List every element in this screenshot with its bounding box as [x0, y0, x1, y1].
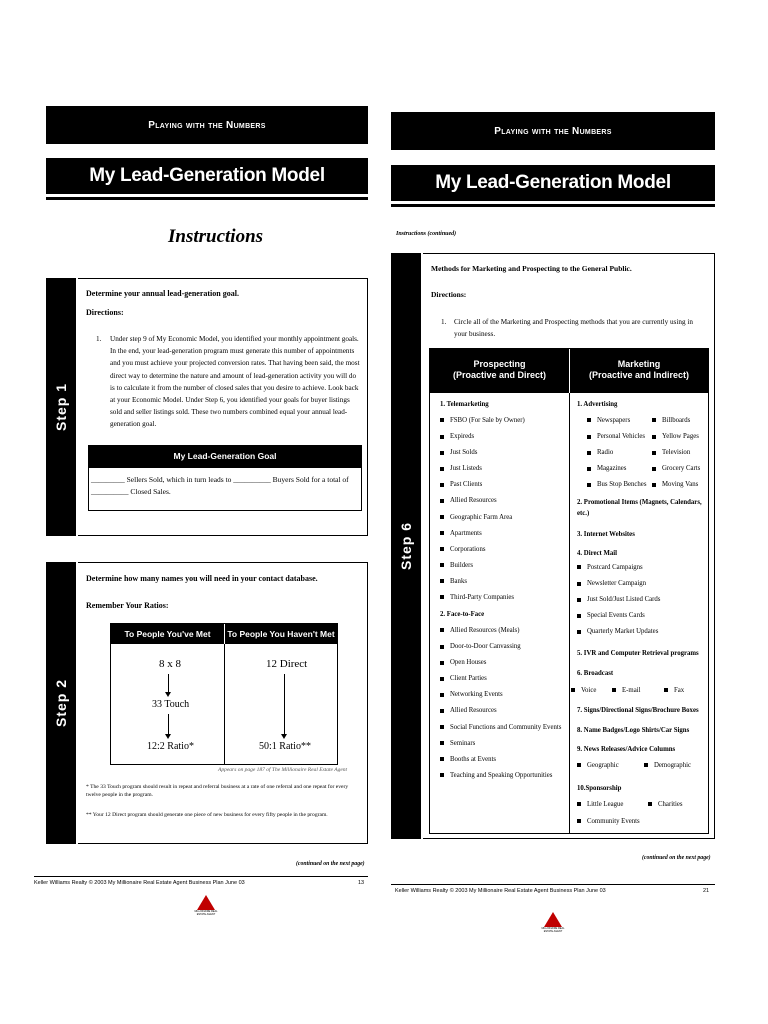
- direct-mail-item-text: Special Events Cards: [587, 612, 645, 620]
- left-logo: [194, 895, 221, 916]
- right-logo-triangle-icon: [544, 912, 562, 927]
- face-to-face-heading-text: 2. Face-to-Face: [440, 611, 485, 618]
- direct-mail-item-text: Quarterly Market Updates: [587, 628, 659, 636]
- step2-note1: * The 33 Touch program should result in repeat and referral business at a rate of one referral and one repeat for every twelve people in the program.: [86, 784, 349, 798]
- step2-heading: Determine how many names you will need in your contact database.: [86, 574, 318, 583]
- internet-heading: [577, 531, 635, 538]
- advertising-item: [587, 477, 646, 493]
- face-to-face-item: [440, 720, 561, 736]
- bullet-square-icon: [440, 531, 444, 535]
- community-events-text: Community Events: [587, 818, 640, 825]
- left-logo-caption: MILLIONAIRE REAL ESTATE AGENT: [194, 910, 218, 916]
- promo-heading-text: 2. Promotional Items (Magnets, Calendars, etc.): [577, 499, 702, 517]
- direct-mail-item-text: Postcard Campaigns: [587, 564, 643, 571]
- right-footer-rule: [391, 884, 715, 885]
- telemarketing-item: [440, 493, 525, 509]
- face-to-face-item: [440, 703, 561, 719]
- bullet-square-icon: [440, 547, 444, 551]
- left-instructions-heading: Instructions: [168, 226, 264, 247]
- col1-top: 8 x 8: [159, 658, 181, 670]
- signs-heading: [577, 707, 699, 714]
- prospecting-header-line1: Prospecting: [473, 359, 526, 369]
- news-geographic-text: Geographic: [587, 762, 619, 769]
- telemarketing-item-text: Third-Party Companies: [450, 594, 514, 602]
- telemarketing-item-text: Just Solds: [450, 449, 478, 457]
- bullet-square-icon: [664, 688, 668, 692]
- left-continued: (continued on the next page): [296, 861, 365, 867]
- badges-heading: [577, 727, 689, 734]
- step6-sidebar: [391, 253, 421, 839]
- right-header-small-text: Playing with the Numbers: [494, 125, 612, 137]
- spon-little-league-text: Little League: [587, 801, 624, 808]
- right-continued: (continued on the next page): [642, 855, 711, 861]
- step2-note2: ** Your 12 Direct program should generate one piece of new business for every fifty people in the program.: [86, 812, 328, 818]
- bullet-square-icon: [440, 451, 444, 455]
- face-to-face-list: [440, 623, 561, 784]
- face-to-face-item-text: Booths at Events: [450, 755, 497, 763]
- advertising-item: [652, 461, 700, 477]
- face-to-face-item: [440, 687, 561, 703]
- bullet-square-icon: [440, 661, 444, 665]
- step6-panel: [423, 253, 715, 839]
- advertising-heading: [577, 401, 617, 408]
- direct-mail-heading-text: 4. Direct Mail: [577, 550, 618, 557]
- step6-label: Step 6: [398, 521, 415, 571]
- sponsorship-heading-text: 10.Sponsorship: [577, 785, 622, 792]
- bullet-square-icon: [587, 467, 591, 471]
- telemarketing-item-text: Apartments: [450, 529, 482, 537]
- left-logo-triangle-icon: [197, 895, 215, 910]
- left-page-number: 13: [358, 880, 365, 886]
- telemarketing-item: [440, 542, 525, 558]
- bullet-square-icon: [577, 763, 581, 767]
- badges-heading-text: 8. Name Badges/Logo Shirts/Car Signs: [577, 727, 690, 734]
- step1-item-number: 1.: [96, 335, 102, 343]
- advertising-list-left: [587, 413, 646, 493]
- advertising-item-text: Newspapers: [597, 417, 631, 424]
- goal-line2: __________ Closed Sales.: [91, 487, 171, 496]
- right-header-title: [391, 165, 715, 204]
- direct-mail-item: [577, 560, 660, 576]
- telemarketing-item-text: Builders: [450, 561, 474, 569]
- bullet-square-icon: [577, 614, 581, 618]
- step2-label: Step 2: [53, 678, 70, 728]
- bullet-square-icon: [440, 709, 444, 713]
- advertising-item-text: Billboards: [662, 417, 691, 424]
- telemarketing-heading-text: 1. Telemarketing: [440, 401, 489, 408]
- bullet-square-icon: [652, 451, 656, 455]
- bullet-square-icon: [440, 435, 444, 439]
- step1-heading: Determine your annual lead-generation goal.: [86, 289, 239, 298]
- telemarketing-item-text: Geographic Farm Area: [450, 513, 513, 521]
- bullet-square-icon: [587, 483, 591, 487]
- bullet-square-icon: [440, 467, 444, 471]
- left-header-title: [46, 158, 368, 197]
- marketing-header-line1: Marketing: [617, 359, 661, 369]
- face-to-face-item: [440, 752, 561, 768]
- ratios-table: [110, 623, 338, 765]
- face-to-face-item-text: Teaching and Speaking Opportunities: [450, 771, 553, 779]
- right-footer-text: Keller Williams Realty © 2003 My Millionaire Real Estate Agent Business Plan June 03: [395, 888, 606, 894]
- internet-heading-text: 3. Internet Websites: [577, 531, 635, 538]
- advertising-item-text: Grocery Carts: [662, 465, 701, 473]
- community-events: [577, 818, 640, 825]
- news-geographic: [577, 762, 619, 769]
- telemarketing-item: [440, 429, 525, 445]
- col2-bottom: 50:1 Ratio**: [259, 741, 311, 752]
- ratios-col2-header-text: To People You Haven't Met: [227, 629, 335, 639]
- sponsorship-heading: [577, 785, 621, 792]
- telemarketing-item: [440, 461, 525, 477]
- step2-panel: [78, 562, 368, 844]
- direct-mail-heading: [577, 550, 617, 557]
- telemarketing-item-text: FSBO (For Sale by Owner): [450, 417, 525, 424]
- telemarketing-item-text: Past Clients: [450, 481, 483, 489]
- step6-item-number: 1.: [441, 318, 447, 326]
- bullet-square-icon: [652, 435, 656, 439]
- bullet-square-icon: [440, 515, 444, 519]
- bullet-square-icon: [440, 693, 444, 697]
- advertising-item: [587, 445, 646, 461]
- right-logo-caption: MILLIONAIRE REAL ESTATE AGENT: [541, 927, 565, 933]
- left-footer-rule: [34, 876, 368, 877]
- telemarketing-item: [440, 510, 525, 526]
- appears-note: Appears on page 187 of The Millionaire Real Estate Agent: [218, 767, 348, 773]
- advertising-item: [652, 413, 700, 429]
- prospecting-header: [430, 349, 569, 393]
- bullet-square-icon: [577, 582, 581, 586]
- telemarketing-item: [440, 413, 525, 429]
- right-header-small: [391, 112, 715, 150]
- face-to-face-item: [440, 736, 561, 752]
- left-header-small-text: Playing with the Numbers: [148, 119, 266, 131]
- broadcast-voice-text: Voice: [581, 687, 597, 694]
- spon-charities: [648, 801, 683, 808]
- step6-heading: Methods for Marketing and Prospecting to the General Public.: [431, 264, 632, 273]
- ratios-col1-header-text: To People You've Met: [124, 629, 211, 639]
- advertising-item: [587, 429, 646, 445]
- telemarketing-item: [440, 558, 525, 574]
- prospecting-header-line2: (Proactive and Direct): [452, 370, 547, 380]
- col2-top: 12 Direct: [266, 658, 308, 670]
- broadcast-heading-text: 6. Broadcast: [577, 670, 614, 677]
- bullet-square-icon: [587, 451, 591, 455]
- bullet-square-icon: [577, 565, 581, 569]
- marketing-header: [570, 349, 708, 393]
- col1-arrow2-line: [168, 714, 169, 734]
- advertising-item-text: Radio: [597, 449, 614, 457]
- bullet-square-icon: [440, 773, 444, 777]
- bullet-square-icon: [652, 467, 656, 471]
- face-to-face-item-text: Social Functions and Community Events: [450, 723, 562, 731]
- face-to-face-heading: [440, 611, 484, 618]
- face-to-face-item: [440, 623, 561, 639]
- bullet-square-icon: [577, 819, 581, 823]
- advertising-item-text: Moving Vans: [662, 481, 699, 489]
- bullet-square-icon: [440, 483, 444, 487]
- ratios-col1-header: [111, 624, 224, 644]
- broadcast-email-text: E-mail: [622, 687, 641, 694]
- bullet-square-icon: [440, 628, 444, 632]
- spon-little-league: [577, 801, 623, 808]
- broadcast-heading: [577, 670, 613, 677]
- news-demographic-text: Demographic: [654, 762, 691, 769]
- bullet-square-icon: [577, 802, 581, 806]
- telemarketing-item-text: Banks: [450, 577, 467, 585]
- step2-remember: Remember Your Ratios:: [86, 601, 169, 610]
- col1-arrow1-line: [168, 674, 169, 692]
- telemarketing-heading: [440, 401, 489, 408]
- advertising-item: [652, 445, 700, 461]
- advertising-item-text: Bus Stop Benches: [597, 481, 647, 489]
- step6-directions: Directions:: [431, 290, 467, 299]
- face-to-face-item-text: Client Parties: [450, 675, 487, 683]
- bullet-square-icon: [440, 418, 444, 422]
- right-title-text: My Lead-Generation Model: [435, 172, 671, 193]
- advertising-item-text: Yellow Pages: [662, 433, 699, 441]
- left-header-small: [46, 106, 368, 144]
- ratios-divider: [224, 644, 225, 764]
- face-to-face-item-text: Networking Events: [450, 691, 503, 699]
- direct-mail-item: [577, 576, 660, 592]
- advertising-item: [652, 477, 700, 493]
- direct-mail-item-text: Newsletter Campaign: [587, 580, 647, 588]
- col1-arrow1-head: [165, 692, 171, 697]
- bullet-square-icon: [440, 677, 444, 681]
- direct-mail-list: [577, 560, 660, 640]
- step1-sidebar: [46, 278, 76, 536]
- telemarketing-item-text: Just Listeds: [450, 465, 482, 473]
- advertising-item-text: Television: [662, 449, 691, 457]
- col1-bottom: 12:2 Ratio*: [147, 741, 194, 752]
- left-footer-text: Keller Williams Realty © 2003 My Millionaire Real Estate Agent Business Plan June 03: [34, 880, 245, 886]
- face-to-face-item: [440, 768, 561, 784]
- right-logo: [541, 912, 568, 933]
- advertising-item: [652, 429, 700, 445]
- advertising-list-right: [652, 413, 700, 493]
- telemarketing-item: [440, 445, 525, 461]
- bullet-square-icon: [587, 435, 591, 439]
- promo-heading: [577, 497, 705, 519]
- bullet-square-icon: [571, 688, 575, 692]
- news-heading: [577, 746, 675, 753]
- face-to-face-item-text: Allied Resources: [450, 707, 497, 715]
- bullet-square-icon: [440, 741, 444, 745]
- telemarketing-item: [440, 477, 525, 493]
- bullet-square-icon: [440, 595, 444, 599]
- bullet-square-icon: [440, 757, 444, 761]
- face-to-face-item: [440, 655, 561, 671]
- ratios-col2-header: [225, 624, 337, 644]
- step2-sidebar: [46, 562, 76, 844]
- face-to-face-item-text: Allied Resources (Meals): [450, 627, 520, 634]
- broadcast-voice: [571, 687, 596, 694]
- right-page-number: 21: [703, 888, 710, 894]
- telemarketing-item-text: Allied Resources: [450, 497, 497, 505]
- step6-item-text: Circle all of the Marketing and Prospecting methods that you are currently using in your business.: [454, 318, 693, 339]
- methods-table: [429, 348, 709, 834]
- advertising-item: [587, 461, 646, 477]
- bullet-square-icon: [440, 563, 444, 567]
- bullet-square-icon: [440, 579, 444, 583]
- broadcast-fax-text: Fax: [674, 687, 685, 694]
- bullet-square-icon: [652, 483, 656, 487]
- face-to-face-item: [440, 639, 561, 655]
- ivr-heading: [577, 650, 699, 657]
- face-to-face-item-text: Seminars: [450, 739, 476, 747]
- bullet-square-icon: [587, 418, 591, 422]
- broadcast-fax: [664, 687, 684, 694]
- col2-arrow-head: [281, 734, 287, 739]
- bullet-square-icon: [648, 802, 652, 806]
- direct-mail-item: [577, 624, 660, 640]
- goal-header-text: My Lead-Generation Goal: [173, 451, 277, 461]
- step1-directions: Directions:: [86, 308, 124, 317]
- col1-mid: 33 Touch: [152, 699, 190, 710]
- advertising-item-text: Personal Vehicles: [597, 433, 646, 441]
- bullet-square-icon: [577, 598, 581, 602]
- bullet-square-icon: [440, 725, 444, 729]
- direct-mail-item: [577, 608, 660, 624]
- ivr-heading-text: 5. IVR and Computer Retrieval programs: [577, 650, 699, 657]
- marketing-header-line2: (Proactive and Indirect): [588, 370, 690, 380]
- face-to-face-item-text: Door-to-Door Canvassing: [450, 643, 521, 651]
- advertising-item: [587, 413, 646, 429]
- news-heading-text: 9. News Releases/Advice Columns: [577, 746, 676, 753]
- face-to-face-item: [440, 671, 561, 687]
- step1-label: Step 1: [53, 382, 70, 432]
- goal-header: [88, 445, 362, 467]
- telemarketing-item: [440, 526, 525, 542]
- broadcast-email: [612, 687, 641, 694]
- bullet-square-icon: [612, 688, 616, 692]
- col1-arrow2-head: [165, 734, 171, 739]
- right-instructions-cont: Instructions (continued): [396, 231, 457, 237]
- bullet-square-icon: [577, 630, 581, 634]
- telemarketing-item: [440, 574, 525, 590]
- bullet-square-icon: [644, 763, 648, 767]
- step1-panel: [78, 278, 368, 536]
- face-to-face-item-text: Open Houses: [450, 659, 487, 667]
- step1-item-text: Under step 9 of My Economic Model, you identified your monthly appointment goals. In the end, your lead-generation program must generate this number of appointments and you must achieve your projected conversion rates. That having been said, the most direct way to determine the nature and amount of lead-generation activity you will do is to calculate it from the number of closed sales that you desire to achieve. Look back at your Economic Model. Under Step 6, you identified your goals for buyer listings sold and seller listings sold. These two numbers combined equal your annual lead-generation goal.: [110, 335, 360, 429]
- signs-heading-text: 7. Signs/Directional Signs/Brochure Boxes: [577, 707, 699, 714]
- bullet-square-icon: [652, 418, 656, 422]
- methods-divider: [569, 393, 570, 833]
- col2-arrow-line: [284, 674, 285, 734]
- left-title-text: My Lead-Generation Model: [89, 165, 325, 186]
- telemarketing-list: [440, 413, 525, 606]
- telemarketing-item-text: Expireds: [450, 433, 475, 441]
- direct-mail-item-text: Just Sold/Just Listed Cards: [587, 596, 661, 604]
- telemarketing-item-text: Corporations: [450, 545, 486, 553]
- bullet-square-icon: [440, 499, 444, 503]
- advertising-item-text: Magazines: [597, 465, 627, 473]
- goal-box: [88, 467, 362, 511]
- news-demographic: [644, 762, 691, 769]
- goal-line1: _________ Sellers Sold, which in turn leads to __________ Buyers Sold for a total of: [91, 475, 349, 484]
- bullet-square-icon: [440, 645, 444, 649]
- advertising-heading-text: 1. Advertising: [577, 401, 618, 408]
- spon-charities-text: Charities: [658, 801, 683, 808]
- direct-mail-item: [577, 592, 660, 608]
- telemarketing-item: [440, 590, 525, 606]
